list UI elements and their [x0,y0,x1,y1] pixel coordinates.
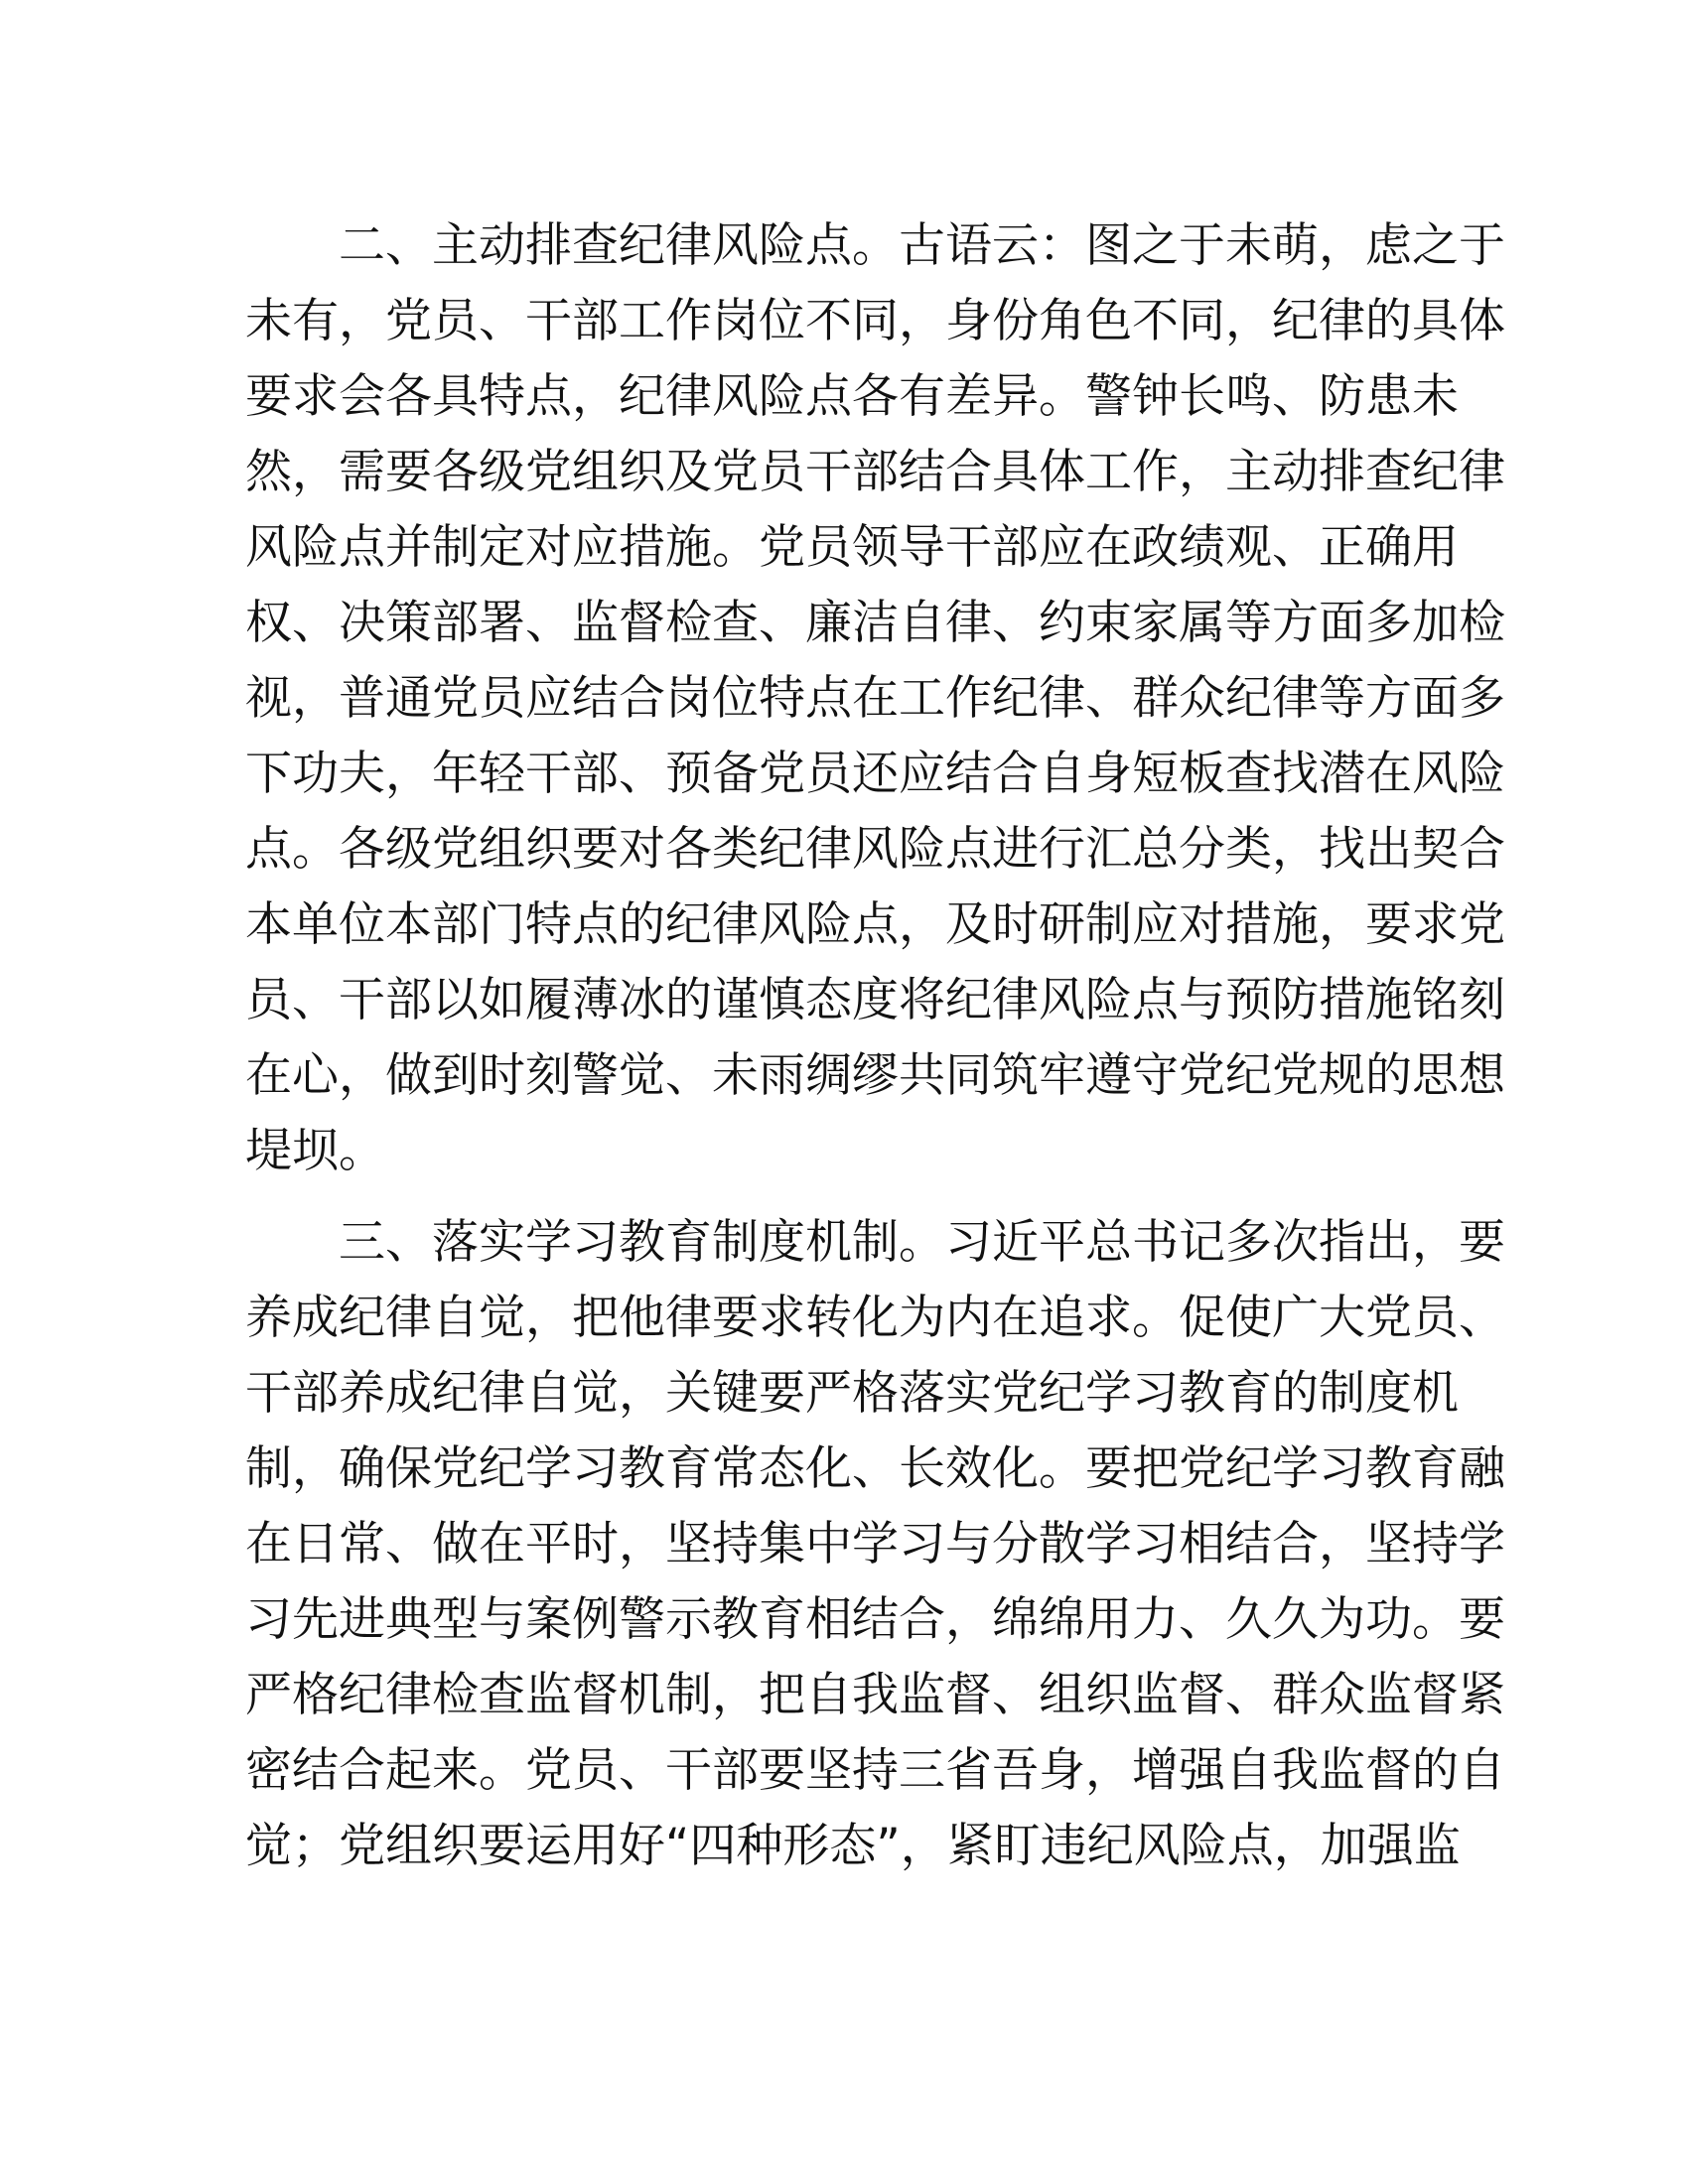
paragraph-line: 风险点并制定对应措施。党员领导干部应在政绩观、正确用 [245,520,1459,575]
paragraph-line: 二、主动排查纪律风险点。古语云：图之于未萌，虑之于 [339,218,1505,273]
paragraph-line: 觉；党组织要运用好“四种形态”，紧盯违纪风险点，加强监 [245,1819,1461,1873]
paragraph-discipline-risk-points [245,208,1505,1189]
paragraph-line: 堤坝。 [245,1124,385,1178]
paragraph-line: 三、落实学习教育制度机制。习近平总书记多次指出，要 [339,1215,1505,1270]
paragraph-line: 制，确保党纪学习教育常态化、长效化。要把党纪学习教育融 [245,1441,1505,1496]
document-body [245,208,1505,1900]
paragraph-line: 未有，党员、干部工作岗位不同，身份角色不同，纪律的具体 [245,294,1505,348]
paragraph-line: 下功夫，年轻干部、预备党员还应结合自身短板查找潜在风险 [245,747,1505,801]
paragraph-line: 员、干部以如履薄冰的谨慎态度将纪律风险点与预防措施铭刻 [245,973,1505,1027]
paragraph-line: 干部养成纪律自觉，关键要严格落实党纪学习教育的制度机 [245,1366,1459,1421]
paragraph-line: 养成纪律自觉，把他律要求转化为内在追求。促使广大党员、 [245,1291,1505,1345]
paragraph-line: 习先进典型与案例警示教育相结合，绵绵用力、久久为功。要 [245,1592,1505,1647]
paragraph-line: 然，需要各级党组织及党员干部结合具体工作，主动排查纪律 [245,445,1505,499]
paragraph-education-mechanism [245,1205,1505,1884]
paragraph-line: 本单位本部门特点的纪律风险点，及时研制应对措施，要求党 [245,897,1505,952]
paragraph-line: 在心，做到时刻警觉、未雨绸缪共同筑牢遵守党纪党规的思想 [245,1048,1505,1103]
paragraph-line: 要求会各具特点，纪律风险点各有差异。警钟长鸣、防患未 [245,369,1459,424]
paragraph-line: 权、决策部署、监督检查、廉洁自律、约束家属等方面多加检 [245,596,1505,650]
paragraph-line: 视，普通党员应结合岗位特点在工作纪律、群众纪律等方面多 [245,671,1505,726]
paragraph-line: 密结合起来。党员、干部要坚持三省吾身，增强自我监督的自 [245,1743,1505,1798]
paragraph-line: 点。各级党组织要对各类纪律风险点进行汇总分类，找出契合 [245,822,1505,877]
paragraph-line: 严格纪律检查监督机制，把自我监督、组织监督、群众监督紧 [245,1668,1505,1722]
paragraph-line: 在日常、做在平时，坚持集中学习与分散学习相结合，坚持学 [245,1517,1505,1571]
